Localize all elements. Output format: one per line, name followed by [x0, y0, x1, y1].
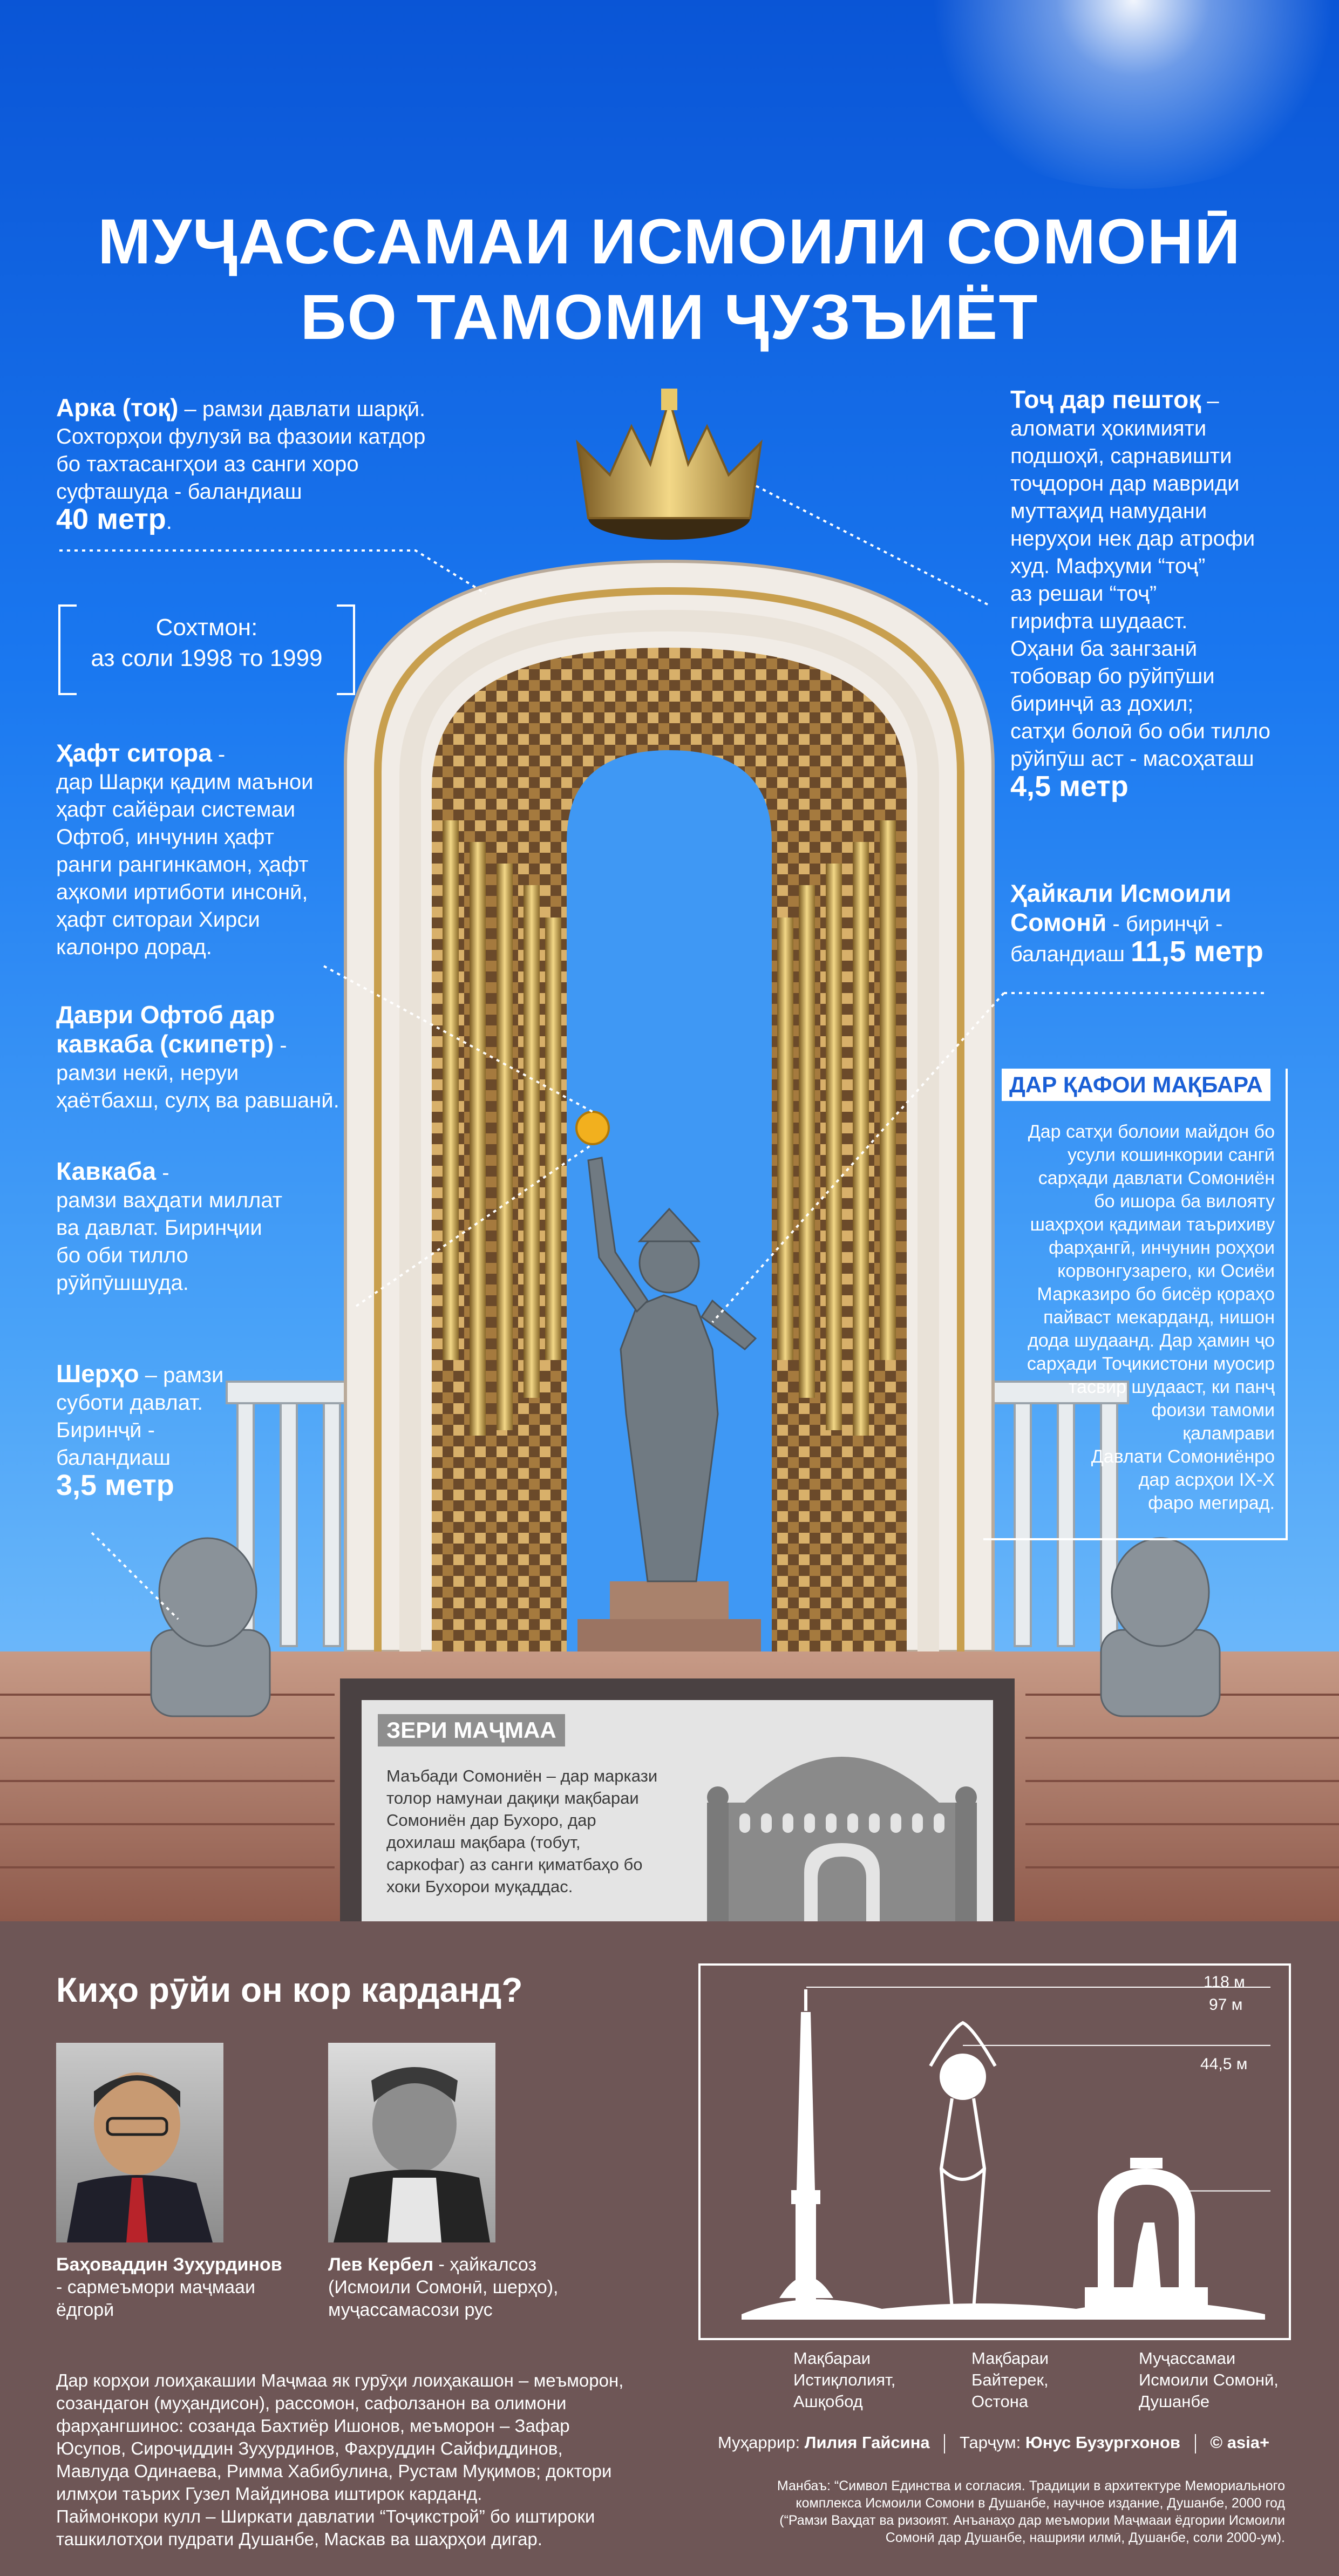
- mausoleum-line: Дар сатҳи болоии майдон бо: [1028, 1122, 1275, 1142]
- lions-text1: – рамзи: [139, 1363, 224, 1387]
- lions-text4: баландиаш: [56, 1446, 171, 1470]
- copyright: © asia+: [1210, 2433, 1270, 2452]
- kavkaba-dash: -: [156, 1161, 169, 1185]
- chart-category-line: Исмоили Сомонӣ,: [1139, 2370, 1279, 2389]
- credits-text: [56, 2369, 677, 2551]
- person2-role2: (Исмоили Сомонӣ, шерҳо),: [328, 2277, 559, 2298]
- seven-stars-line: аҳкоми иртиботи инсонӣ,: [56, 880, 308, 904]
- crown-line: тоҷдорон дар мавриди: [1010, 472, 1240, 495]
- authors-heading: Киҳо рӯйи он кор карданд?: [56, 1970, 523, 2009]
- mausoleum-line: фоизи тамоми: [1151, 1400, 1275, 1420]
- under-arch-inner: [362, 1700, 993, 1921]
- chart-category-line: Остона: [971, 2392, 1029, 2411]
- credits-line: ташкилотҳои пудрати Душанбе, Маскав ва шаҳрҳои дигар.: [56, 2529, 542, 2549]
- seven-stars-line: ҳафт ситораи Хирси: [56, 908, 260, 932]
- chart-category-ashgabat: [793, 2348, 895, 2412]
- under-arch-label: ЗЕРИ МАҶМАА: [378, 1714, 565, 1746]
- under-arch-text: [386, 1765, 689, 1898]
- chart-category-line: Душанбе: [1139, 2392, 1210, 2411]
- portrait-icon: [328, 2043, 495, 2242]
- credits-line: созандагон (муҳандисон), рассомон, сафолзанон ва олимони: [56, 2393, 567, 2413]
- crown-line: аз решаи “тоҷ”: [1010, 582, 1157, 606]
- mausoleum-label: ДАР ҚАФОИ МАҚБАРА: [1002, 1069, 1270, 1101]
- arch-annotation-text2: Сохторҳои фулузӣ ва фазоии катдор: [56, 425, 426, 448]
- seven-stars-dash: -: [212, 743, 226, 766]
- mausoleum-line: фарҳангӣ, инчунин роҳҳои: [1049, 1238, 1275, 1258]
- under-arch-panel: [340, 1678, 1015, 1921]
- crown-line: рӯйпӯш аст - масоҳаташ: [1010, 747, 1254, 771]
- crown-line: муттаҳид намудани: [1010, 499, 1207, 523]
- scepter-sun: [576, 1112, 609, 1144]
- seven-stars-line: ҳафт сайёраи системаи: [56, 798, 296, 821]
- translator-name: Юнус Бузургхонов: [1025, 2433, 1180, 2452]
- credits-line: Паймонкори кулл – Ширкати давлатии “Тоҷикстрой” бо иштироки: [56, 2506, 595, 2526]
- credits-line: Мавлуда Одинаева, Римма Хабибулина, Рустам Муқимов; доктори: [56, 2461, 612, 2481]
- chart-category-line: Муҷассамаи: [1139, 2349, 1236, 2368]
- page-title-line2: БО ТАМОМИ ҶУЗЪИЁТ: [300, 282, 1039, 353]
- footer-credits: [718, 2433, 1269, 2453]
- mausoleum-line: дода шудаанд. Дар ҳамин ҷо: [1028, 1330, 1275, 1351]
- person1-role2: ёдгорӣ: [56, 2300, 114, 2320]
- crown-line: тобовар бо рӯйпӯши: [1010, 664, 1215, 688]
- chart-tower-baiterek: [930, 2023, 995, 2309]
- arch-height-value: 40 метр: [56, 503, 166, 535]
- under-arch-line: хоки Бухорои муқаддас.: [386, 1877, 573, 1896]
- person1-caption: [56, 2253, 337, 2321]
- lions-text3: Биринҷӣ -: [56, 1418, 155, 1442]
- editor-label: Муҳаррир:: [718, 2433, 805, 2452]
- crown-line: аломати ҳокимияти: [1010, 417, 1207, 440]
- chart-category-line: Мақбараи: [793, 2349, 871, 2368]
- sun-circle-head2: кавкаба (скипетр): [56, 1030, 274, 1058]
- arch-annotation: [56, 394, 477, 536]
- mausoleum-line: фаро мегирад.: [1148, 1493, 1275, 1513]
- person2-role3: муҷассамасози рус: [328, 2300, 493, 2320]
- person2-role1: - ҳайкалсоз: [433, 2254, 537, 2275]
- under-arch-line: саркофаг) аз санги қиматбаҳо бо: [386, 1855, 643, 1874]
- statue-text1: - биринҷӣ -: [1106, 912, 1223, 936]
- source-line: комплекса Исмоили Сомони в Душанбе, научное издание, Душанбе, 2000 год: [796, 2496, 1285, 2511]
- lions-head: Шерҳо: [56, 1360, 139, 1388]
- credits-line: фарҳангшинос: созанда Бахтиёр Ишонов, меъморон – Зафар: [56, 2416, 570, 2436]
- mausoleum-line: пайваст мекарданд, нишон: [1043, 1307, 1275, 1328]
- statue-text2: баландиаш: [1010, 942, 1131, 966]
- chart-category-dushanbe: [1139, 2348, 1279, 2412]
- under-arch-line: Сомониён дар Бухоро, дар: [386, 1811, 596, 1830]
- crown: [577, 389, 761, 540]
- editor-name: Лилия Гайсина: [804, 2433, 930, 2452]
- photo-zuhurdinov: [56, 2043, 223, 2242]
- chart-category-astana: [971, 2348, 1049, 2412]
- mausoleum-line: тасвир шудааст, ки панҷ: [1068, 1377, 1275, 1397]
- footer-separator: [1195, 2434, 1196, 2453]
- lion-right: [1101, 1538, 1220, 1716]
- mausoleum-box: [983, 1069, 1288, 1540]
- mausoleum-line: усули кошинкории сангӣ: [1068, 1145, 1275, 1165]
- kavkaba-line: ва давлат. Биринҷии: [56, 1216, 262, 1240]
- mausoleum-line: шаҳрҳои қадимаи таърихиву: [1030, 1214, 1275, 1235]
- chart-tower-ashgabat: [779, 1989, 833, 2301]
- chart-monument-somoni: [1085, 2158, 1208, 2309]
- portrait-icon: [56, 2043, 223, 2242]
- sun-circle-head1: Даври Офтоб дар: [56, 1001, 275, 1029]
- crown-dash: –: [1201, 389, 1219, 413]
- crown-line: сатҳи болоӣ бо оби тилло: [1010, 719, 1270, 743]
- mausoleum-line: Марказиро бо бисёр қораҳо: [1037, 1284, 1275, 1304]
- chart-category-line: Байтерек,: [971, 2370, 1049, 2389]
- crown-annotation: [1010, 386, 1313, 803]
- credits-line: Юсупов, Сироҷиддин Зуҳурдинов, Фахруддин Сайфиддинов,: [56, 2438, 563, 2458]
- crown-line: Оҳани ба зангзанӣ: [1010, 637, 1198, 661]
- sun-circle-line: рамзи некӣ, неруи: [56, 1061, 239, 1085]
- footer-separator: [944, 2434, 945, 2453]
- crown-line: худ. Мафҳуми “тоҷ”: [1010, 554, 1206, 578]
- height-comparison-chart: [698, 1963, 1291, 2340]
- mausoleum-line: қаламрави: [1182, 1423, 1275, 1444]
- person2-name: Лев Кербел: [328, 2254, 434, 2275]
- seven-stars-head: Ҳафт ситора: [56, 739, 212, 767]
- under-arch-line: толор намунаи дақиқи мақбараи: [386, 1789, 639, 1807]
- credits-line: илмҳои таърих Гузел Майдинова иштирок карданд.: [56, 2484, 482, 2504]
- kavkaba-head: Кавкаба: [56, 1157, 157, 1185]
- mausoleum-line: корвонгузарero, ки Осиёи: [1057, 1261, 1275, 1281]
- lions-height-value: 3,5 метр: [56, 1469, 174, 1501]
- chart-category-line: Ашқобод: [793, 2392, 863, 2411]
- chart-value-label-44: 44,5 м: [1200, 2055, 1248, 2073]
- credits-line: Дар корҳои лоиҳакашии Маҷмаа як гурӯҳи лоиҳакашон – меъморон,: [56, 2370, 624, 2390]
- mausoleum-line: Давлати Сомониёнро: [1091, 1446, 1275, 1467]
- seven-stars-line: дар Шарқи қадим маънои: [56, 770, 314, 794]
- mausoleum-line: сарҳади давлати Сомониён: [1038, 1168, 1275, 1188]
- source-line: Манбаъ: “Символ Единства и согласия. Традиции в архитектуре Мемориального: [777, 2478, 1285, 2493]
- arch-annotation-text4: суфташуда - баландиаш: [56, 480, 302, 504]
- person1-role1: - сармеъмори маҷмааи: [56, 2277, 255, 2298]
- chart-category-line: Истиқлолият,: [793, 2370, 896, 2389]
- kavkaba-annotation: [56, 1158, 358, 1297]
- kavkaba-line: рамзи ваҳдати миллат: [56, 1188, 283, 1212]
- crown-line: гирифта шудааст.: [1010, 609, 1188, 633]
- kavkaba-line: рӯйпӯшшуда.: [56, 1271, 189, 1295]
- sun-circle-dash: -: [274, 1034, 287, 1057]
- arch-annotation-text1: – рамзи давлати шарқӣ.: [178, 397, 426, 421]
- person1-name: Баҳоваддин Зуҳурдинов: [56, 2254, 282, 2275]
- chart-value-label-97: 97 м: [1209, 1996, 1243, 2014]
- lions-text2: суботи давлат.: [56, 1391, 203, 1415]
- mausoleum-icon: [707, 1722, 977, 1921]
- under-arch-line: дохилаш мақбара (тобут,: [386, 1833, 581, 1852]
- mausoleum-line: сарҳади Тоҷикистони муосир: [1027, 1354, 1275, 1374]
- translator-label: Тарҷум:: [959, 2433, 1025, 2452]
- crown-line: подшоҳӣ, сарнавишти: [1010, 444, 1232, 468]
- crown-line: биринҷӣ аз дохил;: [1010, 692, 1194, 716]
- arch-annotation-head: Арка (тоқ): [56, 393, 179, 422]
- source-line: (“Рамзи Ваҳдат ва ризоият. Анъанаҳо дар меъмории Маҷмааи ёдгории Исмоили: [779, 2513, 1285, 2528]
- statue-pedestal: [610, 1581, 729, 1625]
- crown-area-value: 4,5 метр: [1010, 770, 1129, 803]
- page-title-line1: МУҶАССАМАИ ИСМОИЛИ СОМОНӢ: [98, 206, 1241, 277]
- construction-label: Сохтмон:: [155, 614, 258, 641]
- mausoleum-line: дар асрҳои IX-X: [1138, 1470, 1275, 1490]
- chart-value-label-118: 118 м: [1204, 1973, 1245, 1991]
- seven-stars-line: ранги рангинкамон, ҳафт: [56, 853, 309, 876]
- seven-stars-annotation: [56, 739, 391, 961]
- seven-stars-line: Офтоб, инчунин ҳафт: [56, 825, 274, 849]
- chart-category-line: Мақбараи: [971, 2349, 1049, 2368]
- source-line: Сомонӣ дар Душанбе, нашрияи илмӣ, Душанбе, соли 2000-ум).: [885, 2530, 1285, 2545]
- source-text: [718, 2477, 1285, 2546]
- sun-circle-annotation: [56, 1001, 402, 1114]
- lions-annotation: [56, 1360, 358, 1502]
- lower-section: [0, 1921, 1339, 2576]
- arch-annotation-text3: бо тахтасангҳои аз санги хоро: [56, 452, 359, 476]
- person2-caption: [328, 2253, 630, 2321]
- mausoleum-line: бо ишора ба вилояту: [1094, 1191, 1275, 1212]
- statue-height-value: 11,5 метр: [1131, 935, 1263, 968]
- crown-head: Тоҷ дар пештоқ: [1010, 385, 1201, 413]
- statue-head1: Ҳайкали Исмоили: [1010, 879, 1232, 907]
- photo-kerbel: [328, 2043, 495, 2242]
- statue-annotation: [1010, 880, 1313, 968]
- kavkaba-line: бо оби тилло: [56, 1243, 188, 1267]
- seven-stars-line: калонро дорад.: [56, 935, 212, 959]
- construction-years: аз соли 1998 то 1999: [91, 645, 323, 671]
- statue-head2: Сомонӣ: [1010, 908, 1107, 936]
- arch-annotation-dot: .: [166, 510, 172, 534]
- construction-box: [58, 604, 355, 691]
- under-arch-line: Маъбади Сомониён – дар маркази: [386, 1766, 658, 1785]
- crown-line: неруҳои нек дар атрофи: [1010, 527, 1255, 550]
- mausoleum-text: [983, 1120, 1275, 1515]
- sun-circle-line: ҳаётбахш, сулҳ ва равшанӣ.: [56, 1089, 339, 1112]
